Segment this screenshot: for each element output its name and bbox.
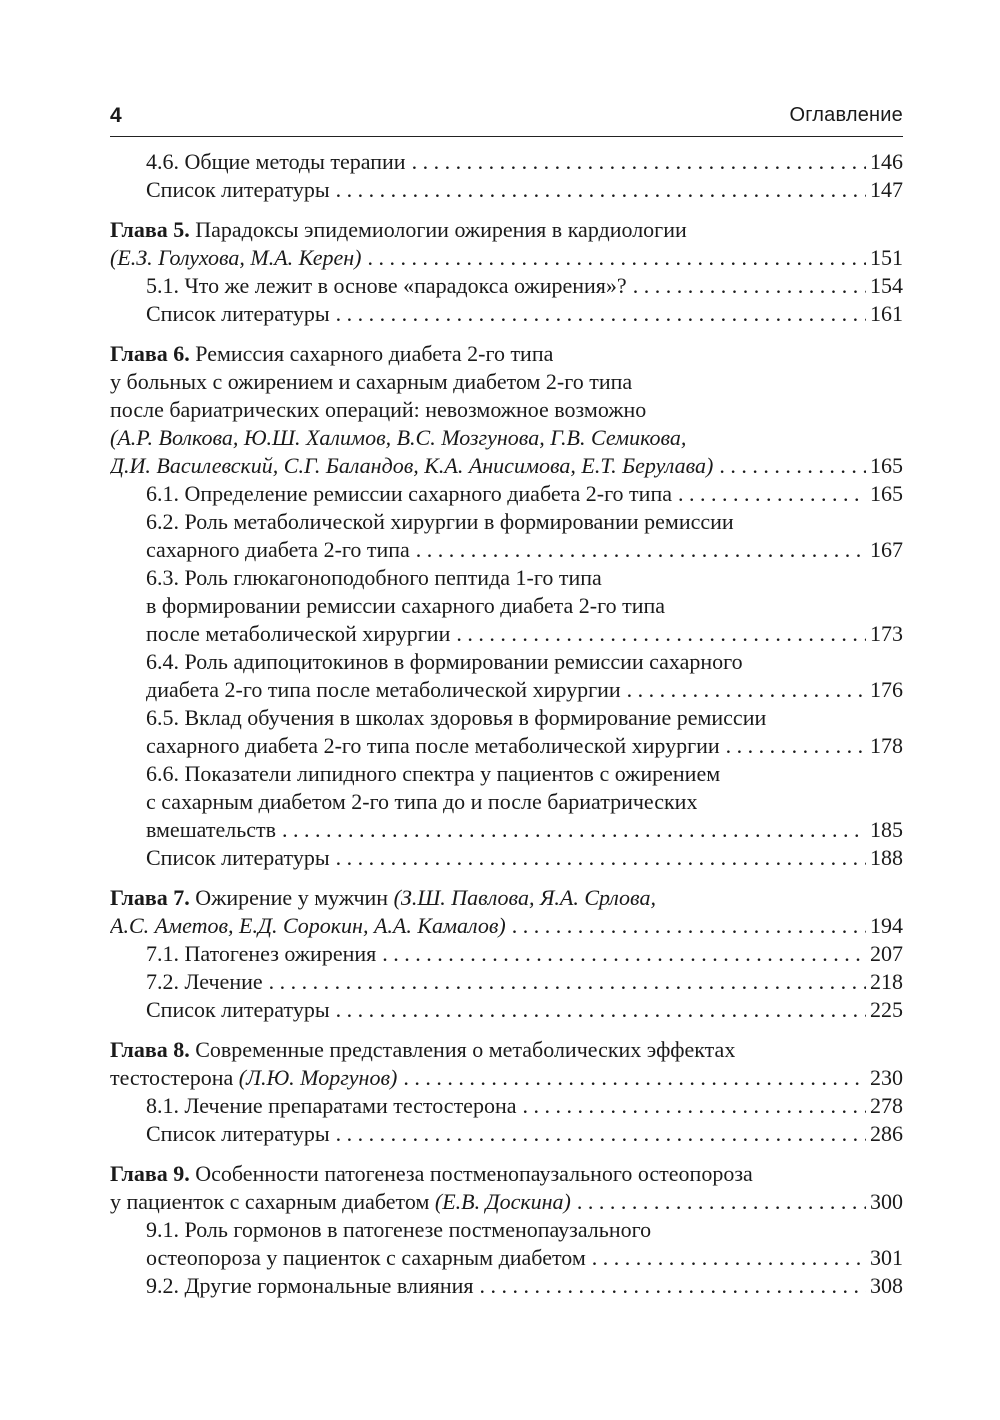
entry-title: сахарного диабета 2-го типа xyxy=(146,537,410,562)
entry-title: тестостерона xyxy=(110,1065,234,1090)
entry-page-number: 167 xyxy=(870,537,903,562)
chapter-label: Глава 9. xyxy=(110,1161,190,1186)
entry-title: 8.1. Лечение препаратами тестостерона xyxy=(146,1093,517,1118)
toc-line xyxy=(110,272,903,300)
toc-line-text xyxy=(110,1160,753,1188)
entry-page-number: 161 xyxy=(870,301,903,326)
toc-group xyxy=(110,340,903,872)
entry-authors: А.С. Аметов, Е.Д. Сорокин, А.А. Камалов) xyxy=(110,913,506,938)
toc-line-text xyxy=(110,884,656,912)
toc-line xyxy=(110,480,903,508)
toc-line-text xyxy=(146,1120,330,1148)
toc-line-text xyxy=(110,368,632,396)
toc-line xyxy=(110,1272,903,1300)
dot-leader xyxy=(456,620,866,648)
toc-line xyxy=(110,564,903,592)
toc-line xyxy=(110,648,903,676)
entry-title: 5.1. Что же лежит в основе «парадокса ожирения»? xyxy=(146,273,627,298)
toc-line-text xyxy=(146,816,276,844)
entry-title: Ожирение у мужчин xyxy=(195,885,389,910)
chapter-label: Глава 8. xyxy=(110,1037,190,1062)
entry-page-number: 147 xyxy=(870,177,903,202)
entry-title: 6.1. Определение ремиссии сахарного диабета 2-го типа xyxy=(146,481,672,506)
entry-page-number: 154 xyxy=(870,273,903,298)
toc-line-text xyxy=(110,1188,571,1216)
entry-title: вмешательств xyxy=(146,817,276,842)
toc-line-text xyxy=(146,1092,517,1120)
toc-line xyxy=(110,368,903,396)
entry-title: 6.6. Показатели липидного спектра у пациентов с ожирением xyxy=(146,761,721,786)
toc-line-text xyxy=(146,1244,586,1272)
entry-title: 6.3. Роль глюкагоноподобного пептида 1-го типа xyxy=(146,565,602,590)
toc-line xyxy=(110,940,903,968)
entry-page-number: 178 xyxy=(870,733,903,758)
toc-line-text xyxy=(110,340,553,368)
toc-line xyxy=(110,1120,903,1148)
chapter-label: Глава 7. xyxy=(110,885,190,910)
entry-title: Список литературы xyxy=(146,845,330,870)
toc-line xyxy=(110,148,903,176)
dot-leader xyxy=(523,1092,867,1120)
page-header xyxy=(110,96,903,137)
entry-page-number: 188 xyxy=(870,845,903,870)
toc-line xyxy=(110,508,903,536)
entry-page-number: 301 xyxy=(870,1245,903,1270)
toc-line xyxy=(110,1216,903,1244)
chapter-label: Глава 6. xyxy=(110,341,190,366)
entry-title: Список литературы xyxy=(146,177,330,202)
toc-line xyxy=(110,536,903,564)
toc-line xyxy=(110,244,903,272)
toc-line-text xyxy=(146,648,743,676)
dot-leader xyxy=(336,176,866,204)
toc-line xyxy=(110,1036,903,1064)
entry-title: Ремиссия сахарного диабета 2-го типа xyxy=(195,341,554,366)
toc-line-text xyxy=(110,216,687,244)
toc-line xyxy=(110,732,903,760)
dot-leader xyxy=(512,912,866,940)
entry-title: с сахарным диабетом 2-го типа до и после бариатрических xyxy=(146,789,698,814)
entry-title: 7.1. Патогенез ожирения xyxy=(146,941,377,966)
toc-group xyxy=(110,216,903,328)
toc-line-text xyxy=(146,592,665,620)
toc-line xyxy=(110,996,903,1024)
chapter-label: Глава 5. xyxy=(110,217,190,242)
entry-authors: Д.И. Василевский, С.Г. Баландов, К.А. Анисимова, Е.Т. Берулава) xyxy=(110,453,714,478)
entry-title: Парадоксы эпидемиологии ожирения в кардиологии xyxy=(195,217,687,242)
toc-line xyxy=(110,968,903,996)
toc-line xyxy=(110,396,903,424)
entry-title: 9.2. Другие гормональные влияния xyxy=(146,1273,474,1298)
entry-authors: (А.Р. Волкова, Ю.Ш. Халимов, В.С. Мозгунова, Г.В. Семикова, xyxy=(110,425,687,450)
entry-page-number: 146 xyxy=(870,149,903,174)
toc-line-text xyxy=(146,940,376,968)
entry-page-number: 278 xyxy=(870,1093,903,1118)
toc-line-text xyxy=(146,564,602,592)
toc-line-text xyxy=(146,788,697,816)
entry-title: диабета 2-го типа после метаболической хирургии xyxy=(146,677,621,702)
dot-leader xyxy=(282,816,866,844)
entry-page-number: 151 xyxy=(870,245,903,270)
entry-page-number: 218 xyxy=(870,969,903,994)
entry-title: у пациенток с сахарным диабетом xyxy=(110,1189,430,1214)
dot-leader xyxy=(336,844,866,872)
toc-group xyxy=(110,148,903,204)
toc-line-text xyxy=(146,620,450,648)
toc-line-text xyxy=(110,1064,397,1092)
entry-page-number: 300 xyxy=(870,1189,903,1214)
entry-page-number: 194 xyxy=(870,913,903,938)
entry-page-number: 308 xyxy=(870,1273,903,1298)
entry-title: остеопороза у пациенток с сахарным диабетом xyxy=(146,1245,586,1270)
entry-page-number: 185 xyxy=(870,817,903,842)
toc-line xyxy=(110,912,903,940)
entry-title: после бариатрических операций: невозможное возможно xyxy=(110,397,647,422)
entry-page-number: 230 xyxy=(870,1065,903,1090)
entry-authors: (З.Ш. Павлова, Я.А. Срлова, xyxy=(393,885,656,910)
toc-line-text xyxy=(146,1272,474,1300)
dot-leader xyxy=(480,1272,866,1300)
entry-title: в формировании ремиссии сахарного диабета 2-го типа xyxy=(146,593,666,618)
toc-line-text xyxy=(146,968,263,996)
dot-leader xyxy=(336,300,866,328)
toc-line-text xyxy=(146,704,766,732)
toc-group xyxy=(110,884,903,1024)
toc-line xyxy=(110,1064,903,1092)
entry-authors: (Е.З. Голухова, М.А. Керен) xyxy=(110,245,362,270)
entry-authors: (Е.В. Доскина) xyxy=(434,1189,571,1214)
toc-line-text xyxy=(146,176,330,204)
entry-title: Особенности патогенеза постменопаузального остеопороза xyxy=(195,1161,753,1186)
entry-page-number: 286 xyxy=(870,1121,903,1146)
toc-line-text xyxy=(146,844,330,872)
entry-page-number: 176 xyxy=(870,677,903,702)
entry-page-number: 165 xyxy=(870,481,903,506)
toc-line xyxy=(110,1160,903,1188)
dot-leader xyxy=(403,1064,866,1092)
entry-title: Современные представления о метаболических эффектах xyxy=(195,1037,736,1062)
toc-line-text xyxy=(146,480,672,508)
toc-line xyxy=(110,424,903,452)
dot-leader xyxy=(719,452,866,480)
toc-line xyxy=(110,816,903,844)
toc-line-text xyxy=(146,536,410,564)
toc-line xyxy=(110,452,903,480)
toc-line xyxy=(110,1188,903,1216)
dot-leader xyxy=(416,536,866,564)
entry-title: у больных с ожирением и сахарным диабетом 2-го типа xyxy=(110,369,633,394)
entry-title: Список литературы xyxy=(146,1121,330,1146)
toc-line-text xyxy=(146,148,406,176)
toc-line xyxy=(110,620,903,648)
dot-leader xyxy=(592,1244,866,1272)
toc-group xyxy=(110,1160,903,1300)
entry-title: 6.5. Вклад обучения в школах здоровья в формирование ремиссии xyxy=(146,705,767,730)
entry-title: 4.6. Общие методы терапии xyxy=(146,149,406,174)
toc-line xyxy=(110,788,903,816)
dot-leader xyxy=(726,732,866,760)
toc-line-text xyxy=(146,1216,651,1244)
entry-title: сахарного диабета 2-го типа после метаболической хирургии xyxy=(146,733,720,758)
page-number: 4 xyxy=(110,104,122,127)
dot-leader xyxy=(412,148,866,176)
toc-line xyxy=(110,704,903,732)
dot-leader xyxy=(633,272,866,300)
dot-leader xyxy=(367,244,866,272)
dot-leader xyxy=(577,1188,866,1216)
entry-title: 6.2. Роль метаболической хирургии в формировании ремиссии xyxy=(146,509,734,534)
toc-line xyxy=(110,1244,903,1272)
toc-group xyxy=(110,1036,903,1148)
entry-title: Список литературы xyxy=(146,301,330,326)
dot-leader xyxy=(627,676,866,704)
toc-line-text xyxy=(110,396,646,424)
toc-line-text xyxy=(110,1036,735,1064)
running-title: Оглавление xyxy=(789,104,903,126)
entry-title: 7.2. Лечение xyxy=(146,969,263,994)
toc-line-text xyxy=(110,912,506,940)
toc-line-text xyxy=(146,508,734,536)
entry-page-number: 207 xyxy=(870,941,903,966)
entry-page-number: 165 xyxy=(870,453,903,478)
toc-line xyxy=(110,760,903,788)
toc-line xyxy=(110,300,903,328)
toc-line-text xyxy=(146,300,330,328)
toc-line-text xyxy=(146,996,330,1024)
entry-title: 9.1. Роль гормонов в патогенезе постменопаузального xyxy=(146,1217,652,1242)
entry-authors: (Л.Ю. Моргунов) xyxy=(238,1065,398,1090)
toc-line xyxy=(110,844,903,872)
entry-title: после метаболической хирургии xyxy=(146,621,451,646)
entry-title: 6.4. Роль адипоцитокинов в формировании ремиссии сахарного xyxy=(146,649,743,674)
entry-page-number: 225 xyxy=(870,997,903,1022)
table-of-contents xyxy=(110,148,903,1312)
toc-line-text xyxy=(146,760,720,788)
toc-line-text xyxy=(146,272,627,300)
dot-leader xyxy=(382,940,866,968)
toc-line xyxy=(110,676,903,704)
toc-line xyxy=(110,592,903,620)
entry-title: Список литературы xyxy=(146,997,330,1022)
dot-leader xyxy=(336,996,866,1024)
toc-line xyxy=(110,216,903,244)
dot-leader xyxy=(336,1120,866,1148)
toc-line-text xyxy=(110,424,686,452)
entry-page-number: 173 xyxy=(870,621,903,646)
dot-leader xyxy=(269,968,866,996)
toc-line-text xyxy=(146,676,621,704)
toc-line xyxy=(110,340,903,368)
toc-line xyxy=(110,884,903,912)
toc-line xyxy=(110,176,903,204)
toc-line-text xyxy=(146,732,720,760)
toc-line-text xyxy=(110,244,361,272)
dot-leader xyxy=(678,480,866,508)
toc-line xyxy=(110,1092,903,1120)
toc-line-text xyxy=(110,452,713,480)
